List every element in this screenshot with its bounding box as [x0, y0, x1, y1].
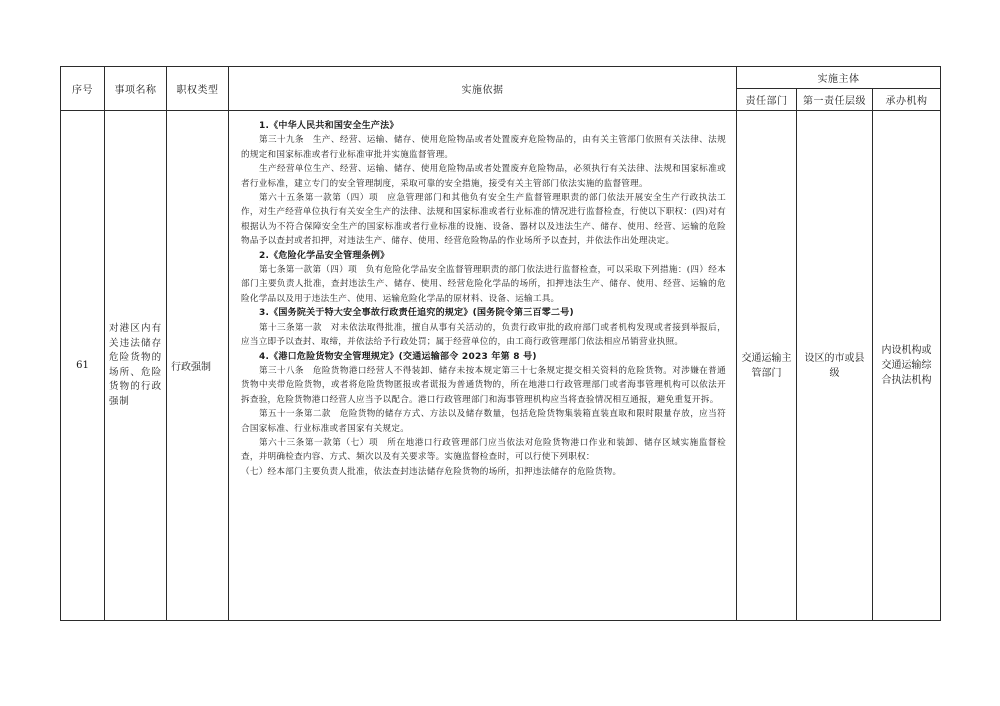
- basis-paragraph: 1.《中华人民共和国安全生产法》: [259, 121, 399, 131]
- row-basis: [229, 111, 737, 621]
- basis-paragraph: 第三十九条 生产、经营、运输、储存、使用危险物品或者处置废弃危险物品的，由有关主管部门依照有关法律、法规的规定和国家标准或者行业标准审批并实施监督管理。: [241, 135, 726, 160]
- basis-paragraph: （七）经本部门主要负责人批准，依法查封违法储存危险货物的场所，扣押违法储存的危险货物。: [241, 466, 622, 477]
- basis-paragraph: 第七条第一款第（四）项 负有危险化学品安全监督管理职责的部门依法进行监督检查，可以采取下列措施：(四）经本部门主要负责人批准，查封违法生产、储存、使用、经营危险化学品的场所，扣押违法生产、储存、使用、经营、运输的危险化学品以及用于违法生产、使用、运输危险化学品的原材料、设备、运输工具。: [241, 265, 726, 304]
- header-first-level: 第一责任层级: [797, 89, 873, 111]
- basis-paragraph: 4.《港口危险货物安全管理规定》(交通运输部令 2023 年第 8 号): [259, 351, 537, 362]
- header-subject: 实施主体: [737, 67, 941, 89]
- basis-paragraph: 第六十三条第一款第（七）项 所在地港口行政管理部门应当依法对危险货物港口作业和装卸、储存区域实施监督检查，并明确检查内容、方式、频次以及有关要求等。实施监督检查时，可以行使下列职权：: [241, 437, 726, 463]
- header-power-type: 职权类型: [167, 67, 229, 111]
- row-seq: 61: [61, 111, 105, 621]
- basis-paragraph: 生产经营单位生产、经营、运输、储存、使用危险物品或者处置废弃危险物品，必须执行有关法律、法规和国家标准或者行业标准，建立专门的安全管理制度，采取可靠的安全措施，接受有关主管部门依法实施的监督管理。: [241, 164, 726, 189]
- permission-table: [60, 66, 941, 621]
- header-responsible-dept: 责任部门: [737, 89, 797, 111]
- header-item-name: 事项名称: [105, 67, 167, 111]
- table-row: [61, 111, 941, 621]
- header-basis: 实施依据: [229, 67, 737, 111]
- basis-paragraph: 第十三条第一款 对未依法取得批准，擅自从事有关活动的，负责行政审批的政府部门或者机构发现或者接到举报后，应当立即予以查封、取缔，并依法给予行政处罚；属于经营单位的，由工商行政管理部门依法相应吊销营业执照。: [241, 322, 726, 348]
- basis-paragraph: 3.《国务院关于特大安全事故行政责任追究的规定》(国务院令第三百零二号): [259, 308, 574, 319]
- row-first-level: 设区的市或县级: [797, 111, 873, 621]
- row-handling-org: 内设机构或交通运输综合执法机构: [873, 111, 941, 621]
- header-row-top: [61, 67, 941, 89]
- basis-paragraph: 2.《危险化学品安全管理条例》: [259, 250, 390, 261]
- row-responsible-dept: 交通运输主管部门: [737, 111, 797, 621]
- row-item-name: 对港区内有关违法储存危险货物的场所、危险货物的行政强制: [105, 111, 167, 621]
- header-seq: 序号: [61, 67, 105, 111]
- basis-paragraph: 第六十五条第一款第（四）项 应急管理部门和其他负有安全生产监督管理职责的部门依法开展安全生产行政执法工作，对生产经营单位执行有关安全生产的法律、法规和国家标准或者行业标准的情况进行监督检查，行使以下职权：(四)对有根据认为不符合保障安全生产的国家标准或者行业标准的设施、设备、器材以及违法生产、储存、使用、经营、运输的危险物品予以查封或者扣押，对违法生产、储存、使用、经营危险物品的作业场所予以查封，并依法作出处理决定。: [241, 193, 726, 247]
- header-handling-org: 承办机构: [873, 89, 941, 111]
- basis-paragraph: 第三十八条 危险货物港口经营人不得装卸、储存未按本规定第三十七条规定提交相关资料的危险货物。对涉嫌在普通货物中夹带危险货物，或者将危险货物匿报或者谎报为普通货物的，所在地港口行政管理部门或者海事管理机构可以依法开拆查验，危险货物港口经营人应当予以配合。港口行政管理部门和海事管理机构应当将查验情况相互通报，避免重复开拆。: [241, 365, 726, 405]
- row-power-type: 行政强制: [167, 111, 229, 621]
- basis-paragraph: 第五十一条第二款 危险货物的储存方式、方法以及储存数量，包括危险货物集装箱直装直取和限时限量存放，应当符合国家标准、行业标准或者国家有关规定。: [241, 409, 726, 434]
